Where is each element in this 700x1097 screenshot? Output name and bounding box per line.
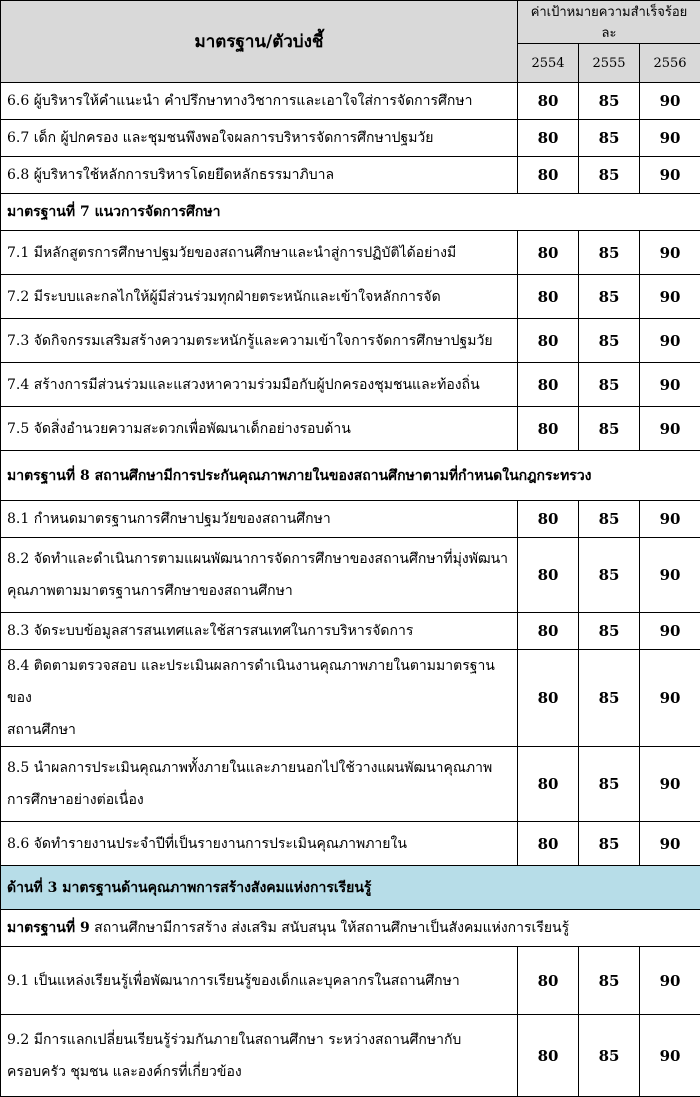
target-value: 80 — [518, 407, 579, 451]
target-value: 90 — [640, 231, 700, 275]
table-row — [1, 613, 700, 650]
indicator-label: 7.3 จัดกิจกรรมเสริมสร้างความตระหนักรู้และความเข้าใจการจัดการศึกษาปฐมวัย — [1, 319, 518, 363]
indicator-label: 8.6 จัดทำรายงานประจำปีที่เป็นรายงานการประเมินคุณภาพภายใน — [1, 822, 518, 866]
target-value: 90 — [640, 613, 700, 650]
indicator-label-line: 8.4 ติดตามตรวจสอบ และประเมินผลการดำเนินงานคุณภาพภายในตามมาตรฐานของ — [7, 650, 511, 714]
target-value: 80 — [518, 275, 579, 319]
indicator-label: 6.6 ผู้บริหารให้คำแนะนำ คำปรึกษาทางวิชาการและเอาใจใส่การจัดการศึกษา — [1, 83, 518, 120]
indicator-label-line: 9.2 มีการแลกเปลี่ยนเรียนรู้ร่วมกันภายในสถานศึกษา ระหว่างสถานศึกษากับ — [7, 1024, 511, 1056]
table-row — [1, 120, 700, 157]
standard-heading-row — [1, 194, 700, 231]
indicator-label: 6.7 เด็ก ผู้ปกครอง และชุมชนพึงพอใจผลการบริหารจัดการศึกษาปฐมวัย — [1, 120, 518, 157]
target-value: 90 — [640, 1015, 700, 1097]
target-value: 90 — [640, 275, 700, 319]
table-row — [1, 947, 700, 1015]
target-value: 90 — [640, 650, 700, 747]
indicator-label: 8.1 กำหนดมาตรฐานการศึกษาปฐมวัยของสถานศึกษา — [1, 501, 518, 538]
target-value: 85 — [579, 407, 640, 451]
target-value: 80 — [518, 83, 579, 120]
table-row — [1, 538, 700, 613]
target-value: 90 — [640, 407, 700, 451]
table-row — [1, 363, 700, 407]
target-value: 90 — [640, 120, 700, 157]
target-value: 80 — [518, 650, 579, 747]
indicator-label — [1, 538, 518, 613]
target-value: 80 — [518, 747, 579, 822]
indicator-label: 9.1 เป็นแหล่งเรียนรู้เพื่อพัฒนาการเรียนรู้ของเด็กและบุคลากรในสถานศึกษา — [1, 947, 518, 1015]
indicator-label: 7.2 มีระบบและกลไกให้ผู้มีส่วนร่วมทุกฝ่ายตระหนักและเข้าใจหลักการจัด — [1, 275, 518, 319]
indicator-label — [1, 1015, 518, 1097]
target-value: 90 — [640, 538, 700, 613]
target-value: 85 — [579, 231, 640, 275]
target-value: 80 — [518, 120, 579, 157]
target-value: 85 — [579, 538, 640, 613]
target-value: 85 — [579, 947, 640, 1015]
table-row — [1, 822, 700, 866]
indicator-column-header: มาตรฐาน/ตัวบ่งชี้ — [1, 1, 518, 83]
year-header: 2555 — [579, 44, 640, 83]
standard-7-heading: มาตรฐานที่ 7 แนวการจัดการศึกษา — [1, 194, 700, 231]
table-row — [1, 319, 700, 363]
table-row — [1, 501, 700, 538]
target-value: 80 — [518, 363, 579, 407]
target-value: 80 — [518, 613, 579, 650]
indicator-label-line: การศึกษาอย่างต่อเนื่อง — [7, 784, 511, 816]
target-value: 80 — [518, 947, 579, 1015]
indicator-label-line: 8.5 นำผลการประเมินคุณภาพทั้งภายในและภายนอกไปใช้วางแผนพัฒนาคุณภาพ — [7, 752, 511, 784]
target-value: 85 — [579, 120, 640, 157]
indicator-label: 7.1 มีหลักสูตรการศึกษาปฐมวัยของสถานศึกษาและนำสู่การปฏิบัติได้อย่างมี — [1, 231, 518, 275]
table-row — [1, 83, 700, 120]
target-value: 85 — [579, 747, 640, 822]
table-row — [1, 407, 700, 451]
target-value: 90 — [640, 363, 700, 407]
target-value: 85 — [579, 83, 640, 120]
target-value: 80 — [518, 157, 579, 194]
target-value: 90 — [640, 822, 700, 866]
target-value: 85 — [579, 1015, 640, 1097]
standard-9-text: สถานศึกษามีการสร้าง ส่งเสริม สนับสนุน ให้สถานศึกษาเป็นสังคมแห่งการเรียนรู้ — [90, 920, 569, 936]
year-header: 2556 — [640, 44, 700, 83]
target-value: 90 — [640, 747, 700, 822]
year-header: 2554 — [518, 44, 579, 83]
table-row — [1, 747, 700, 822]
target-value: 85 — [579, 275, 640, 319]
aspect-heading-row — [1, 866, 700, 910]
table-row — [1, 650, 700, 747]
target-column-header: ค่าเป้าหมายความสำเร็จร้อยละ — [518, 1, 700, 44]
standard-heading-row — [1, 910, 700, 947]
target-value: 90 — [640, 319, 700, 363]
target-value: 85 — [579, 319, 640, 363]
target-value: 80 — [518, 822, 579, 866]
target-value: 85 — [579, 613, 640, 650]
table-row — [1, 1015, 700, 1097]
target-value: 80 — [518, 231, 579, 275]
standard-heading-row — [1, 451, 700, 501]
table-row — [1, 275, 700, 319]
indicator-label — [1, 650, 518, 747]
indicator-label: 7.5 จัดสิ่งอำนวยความสะดวกเพื่อพัฒนาเด็กอย่างรอบด้าน — [1, 407, 518, 451]
standard-9-number: มาตรฐานที่ 9 — [7, 920, 90, 936]
indicator-label: 6.8 ผู้บริหารใช้หลักการบริหารโดยยึดหลักธรรมาภิบาล — [1, 157, 518, 194]
indicator-label-line: สถานศึกษา — [7, 714, 511, 746]
standard-9-heading — [1, 910, 700, 947]
target-value: 85 — [579, 650, 640, 747]
indicator-label — [1, 747, 518, 822]
target-value: 80 — [518, 501, 579, 538]
target-value: 85 — [579, 822, 640, 866]
indicator-label-line: คุณภาพตามมาตรฐานการศึกษาของสถานศึกษา — [7, 575, 511, 607]
aspect-3-heading: ด้านที่ 3 มาตรฐานด้านคุณภาพการสร้างสังคมแห่งการเรียนรู้ — [1, 866, 700, 910]
target-value: 85 — [579, 501, 640, 538]
target-value: 85 — [579, 363, 640, 407]
target-value: 80 — [518, 538, 579, 613]
table-row — [1, 231, 700, 275]
target-value: 80 — [518, 1015, 579, 1097]
indicator-label-line: ครอบครัว ชุมชน และองค์กรที่เกี่ยวข้อง — [7, 1056, 511, 1088]
target-value: 90 — [640, 947, 700, 1015]
target-value: 85 — [579, 157, 640, 194]
indicator-label: 7.4 สร้างการมีส่วนร่วมและแสวงหาความร่วมมือกับผู้ปกครองชุมชนและท้องถิ่น — [1, 363, 518, 407]
indicator-label: 8.3 จัดระบบข้อมูลสารสนเทศและใช้สารสนเทศในการบริหารจัดการ — [1, 613, 518, 650]
table-row — [1, 157, 700, 194]
indicator-label-line: 8.2 จัดทำและดำเนินการตามแผนพัฒนาการจัดการศึกษาของสถานศึกษาที่มุ่งพัฒนา — [7, 543, 511, 575]
target-value: 90 — [640, 501, 700, 538]
target-value: 80 — [518, 319, 579, 363]
target-value: 90 — [640, 157, 700, 194]
standard-8-heading: มาตรฐานที่ 8 สถานศึกษามีการประกันคุณภาพภายในของสถานศึกษาตามที่กำหนดในกฎกระทรวง — [1, 451, 700, 501]
target-value: 90 — [640, 83, 700, 120]
